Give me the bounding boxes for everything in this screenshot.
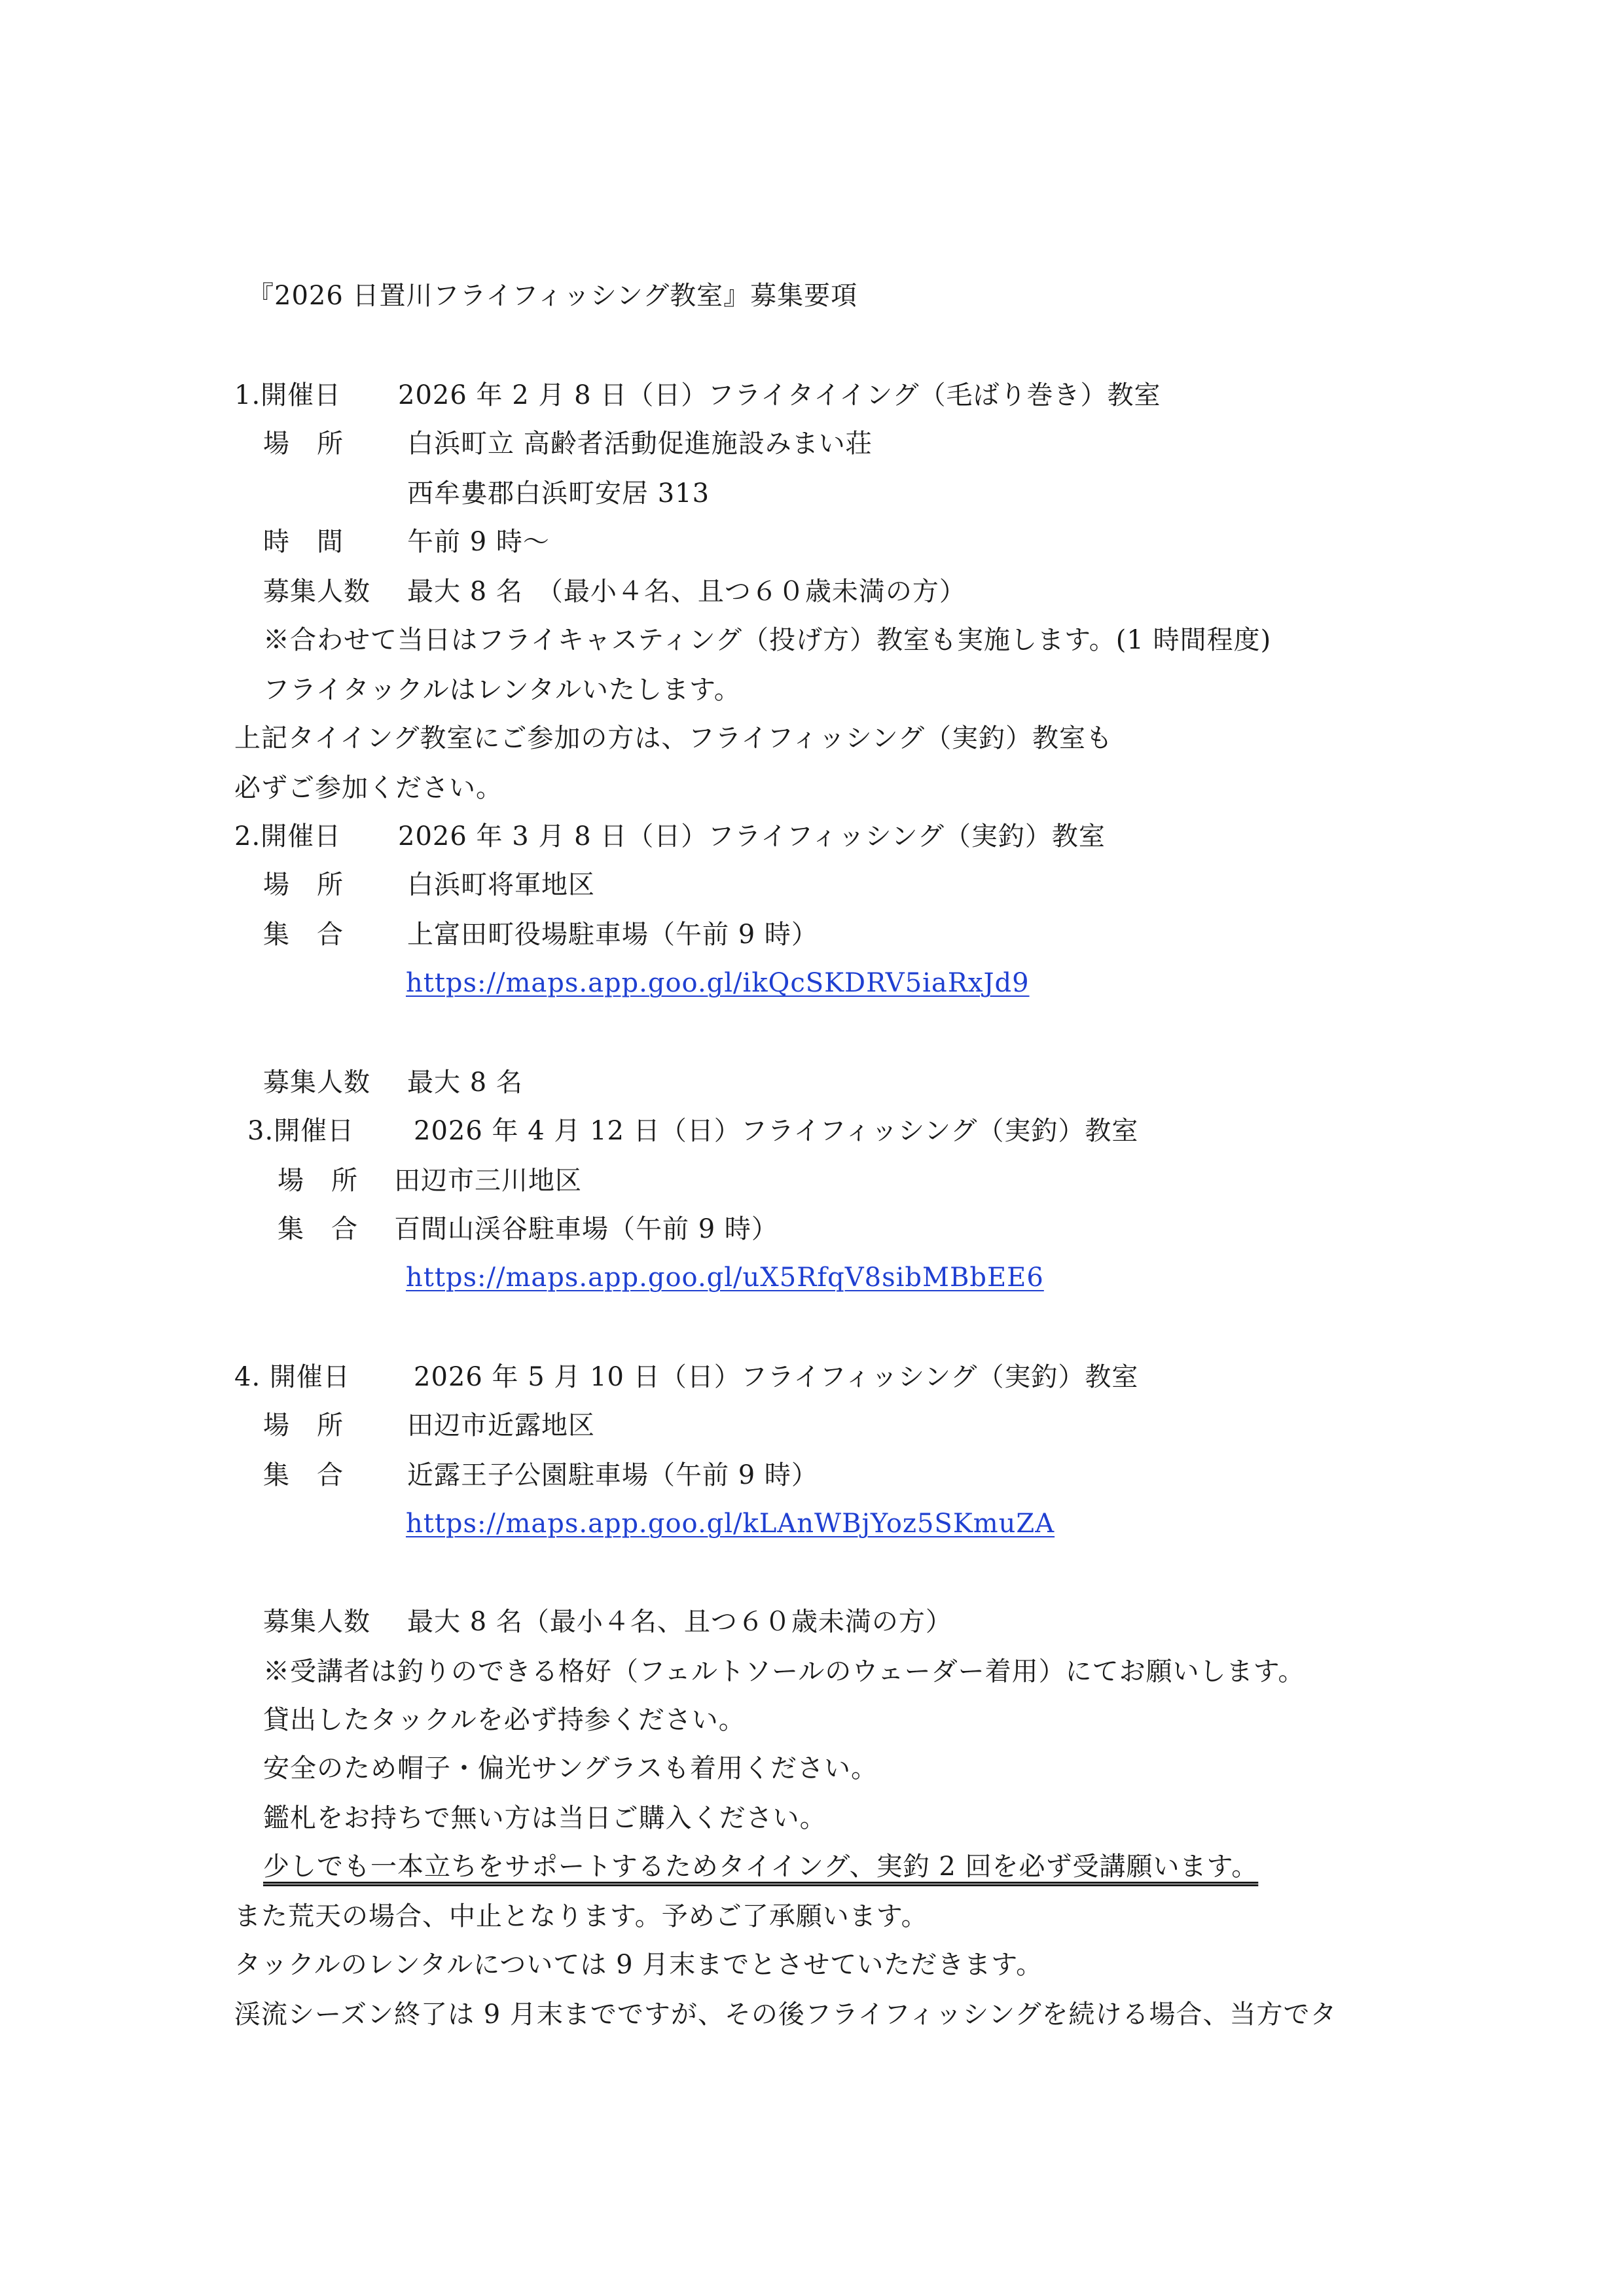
section1-note-casting: ※合わせて当日はフライキャスティング（投げ方）教室も実施します。(1 時間程度) — [263, 625, 1272, 655]
section3-place-label: 場 所 — [278, 1166, 358, 1196]
section3-meet: 百間山渓谷駐車場（午前 9 時） — [394, 1214, 778, 1244]
section4-capacity: 最大 8 名（最小４名、且つ６０歳未満の方） — [407, 1607, 952, 1637]
section2-meet: 上富田町役場駐車場（午前 9 時） — [407, 920, 818, 950]
section1-note-required: 上記タイイング教室にご参加の方は、フライフィッシング（実釣）教室も — [234, 723, 1113, 753]
section2-map-link[interactable]: https://maps.app.goo.gl/ikQcSKDRV5iaRxJd9 — [406, 968, 1030, 998]
section1-note-rental: フライタックルはレンタルいたします。 — [263, 675, 741, 705]
section3-map-link[interactable]: https://maps.app.goo.gl/uX5RfqV8sibMBbEE6 — [406, 1263, 1044, 1293]
note-bring-tackle: 貸出したタックルを必ず持参ください。 — [263, 1705, 746, 1735]
section4-place: 田辺市近露地区 — [407, 1410, 595, 1441]
section1-place-label: 場 所 — [263, 429, 344, 459]
section3-place: 田辺市三川地区 — [394, 1166, 582, 1196]
section4-map-link[interactable]: https://maps.app.goo.gl/kLAnWBjYoz5SKmuZA — [406, 1509, 1055, 1539]
section2-meet-label: 集 合 — [263, 920, 344, 950]
section4-place-label: 場 所 — [263, 1410, 344, 1441]
note-license: 鑑札をお持ちで無い方は当日ご購入ください。 — [263, 1803, 827, 1833]
section1-label: 1.開催日 — [234, 380, 342, 410]
document-title: 『2026 日置川フライフィッシング教室』募集要項 — [247, 281, 858, 311]
section1-date: 2026 年 2 月 8 日（日）フライタイイング（毛ばり巻き）教室 — [398, 380, 1161, 410]
section2-date: 2026 年 3 月 8 日（日）フライフィッシング（実釣）教室 — [398, 821, 1106, 852]
section2-place-label: 場 所 — [263, 870, 344, 900]
section1-note-required-2: 必ずご参加ください。 — [234, 773, 503, 803]
note-attire: ※受講者は釣りのできる格好（フェルトソールのウェーダー着用）にてお願いします。 — [263, 1657, 1305, 1687]
section2-place: 白浜町将軍地区 — [407, 870, 595, 900]
note-attendance-required: 少しでも一本立ちをサポートするためタイイング、実釣 2 回を必ず受講願います。 — [263, 1852, 1259, 1882]
section3-date: 2026 年 4 月 12 日（日）フライフィッシング（実釣）教室 — [414, 1116, 1139, 1146]
closing-rental-period: タックルのレンタルについては 9 月末までとさせていただきます。 — [234, 1950, 1043, 1980]
section1-address: 西牟婁郡白浜町安居 313 — [407, 478, 710, 509]
note-safety: 安全のため帽子・偏光サングラスも着用ください。 — [263, 1753, 878, 1784]
section4-meet: 近露王子公園駐車場（午前 9 時） — [407, 1460, 818, 1490]
section4-date: 2026 年 5 月 10 日（日）フライフィッシング（実釣）教室 — [414, 1362, 1139, 1392]
section4-label: 4. 開催日 — [234, 1362, 350, 1392]
section2-capacity-label: 募集人数 — [263, 1067, 370, 1098]
section1-time: 午前 9 時～ — [407, 527, 550, 557]
section4-meet-label: 集 合 — [263, 1460, 344, 1490]
section2-capacity: 最大 8 名 — [407, 1067, 523, 1098]
section1-capacity-label: 募集人数 — [263, 577, 370, 607]
section2-label: 2.開催日 — [234, 821, 342, 852]
closing-weather: また荒天の場合、中止となります。予めご了承願います。 — [234, 1901, 928, 1931]
section1-capacity: 最大 8 名 （最小４名、且つ６０歳未満の方） — [407, 577, 966, 607]
closing-season: 渓流シーズン終了は 9 月末までですが、その後フライフィッシングを続ける場合、当方でタ — [234, 2000, 1337, 2030]
section1-place: 白浜町立 高齢者活動促進施設みまい荘 — [407, 429, 873, 459]
section3-label: 3.開催日 — [247, 1116, 355, 1146]
section4-capacity-label: 募集人数 — [263, 1607, 370, 1637]
section3-meet-label: 集 合 — [278, 1214, 358, 1244]
section1-time-label: 時 間 — [263, 527, 344, 557]
